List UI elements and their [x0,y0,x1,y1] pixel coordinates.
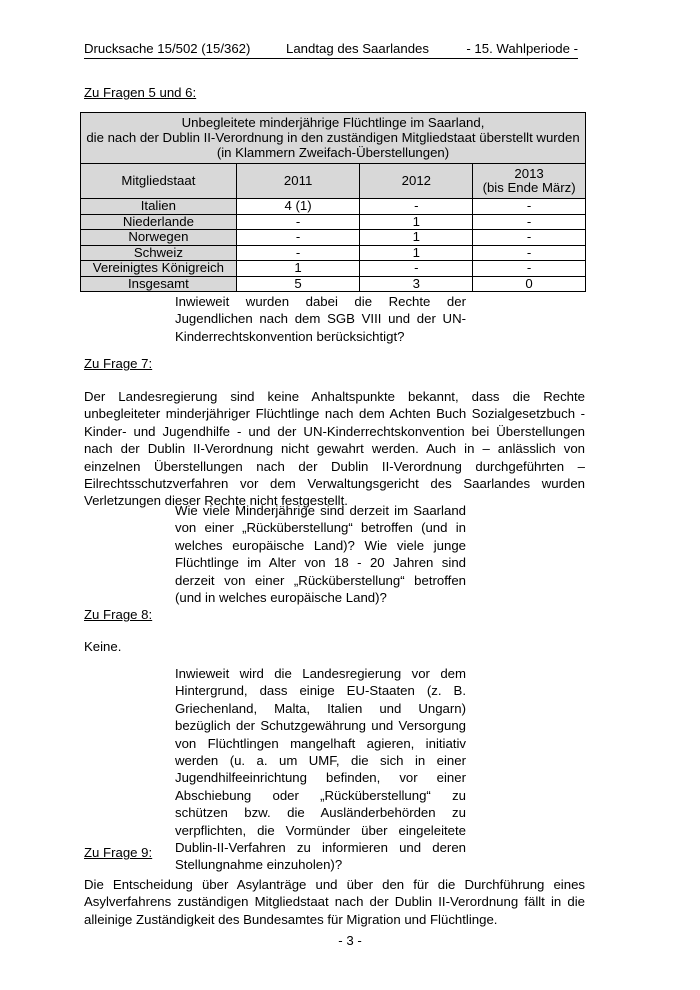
column-header-member-state: Mitgliedstaat [81,164,237,199]
cell-2013: - [473,199,586,215]
header-document-number: Drucksache 15/502 (15/362) [84,41,251,56]
table-row [81,245,586,261]
table-title-line: Unbegleitete minderjährige Flüchtlinge im Saarland, [181,115,485,130]
header-parliament: Landtag des Saarlandes [286,41,429,56]
answer-8-text: Keine. [84,639,122,654]
cell-2013: - [473,230,586,246]
cell-member-state: Norwegen [81,230,237,246]
cell-2011: - [236,230,360,246]
transfers-table [80,112,586,292]
page-number: - 3 - [338,933,362,948]
question-9-text: Inwieweit wird die Landesregierung vor dem Hintergrund, dass einige EU-Staaten (z. B. Griechenland, Malta, Italien und Ungarn) bezüglich der Schutzgewährung und Versorgung von Flüchtlingen mangelhaft agieren, initiativ werden (u. a. um UMF, die sich in einer Jugendhilfeeinrichtung befinden, vor einer Abschiebung oder „Rücküberstellung“ zu schützen bzw. die Ausländerbehörden zu verpflichten, die Vormünder über eingeleitete Dublin-II-Verfahren zu informieren und deren Stellungnahme einzuholen)? [175,666,466,873]
answer-9-text: Die Entscheidung über Asylanträge und über den für die Durchführung eines Asylverfahrens zuständigen Mitgliedstaat nach der Dublin II-Verordnung fällt in die alleinige Zuständigkeit des Bundesamtes für Migration und Flüchtlinge. [84,877,585,927]
cell-2011: - [236,214,360,230]
column-header-2013-note: (bis Ende März) [482,180,576,195]
table-row [81,230,586,246]
question-7-text: Inwieweit wurden dabei die Rechte der Jugendlichen nach dem SGB VIII und der UN-Kinderrechtskonvention berücksichtigt? [175,294,466,344]
header-legislative-period: - 15. Wahlperiode - [466,41,578,56]
cell-2012: 1 [360,230,473,246]
cell-2012: 3 [360,276,473,292]
table-title-row [81,113,586,164]
cell-2012: - [360,199,473,215]
table-header-row [81,164,586,199]
cell-member-state: Vereinigtes Königreich [81,261,237,277]
column-header-2012: 2012 [360,164,473,199]
cell-2012: - [360,261,473,277]
table-row [81,261,586,277]
heading-question-8: Zu Frage 8: [84,607,153,622]
table-title-line: die nach der Dublin II-Verordnung in den zuständigen Mitgliedstaat überstellt wurden [86,130,580,145]
cell-2013: 0 [473,276,586,292]
table-title-line: (in Klammern Zweifach-Überstellungen) [216,145,450,160]
cell-2012: 1 [360,214,473,230]
answer-7-text: Der Landesregierung sind keine Anhaltspunkte bekannt, dass die Rechte unbegleiteter minderjähriger Flüchtlinge nach dem Achten Buch Sozialgesetzbuch - Kinder- und Jugendhilfe - und der UN-Kinderrechtskonvention bei Überstellungen nach der Dublin II-Verordnung nicht gewahrt werden. Auch in – anlässlich von einzelnen Überstellungen nach der Dublin II-Verordnung durchgeführten – Eilrechtsschutzverfahren vor dem Verwaltungsgericht des Saarlandes wurden Verletzungen dieser Rechte nicht festgestellt. [84,389,585,509]
cell-2011: 4 (1) [236,199,360,215]
question-8-text: Wie viele Minderjährige sind derzeit im Saarland von einer „Rücküberstellung“ betroffen (und in welches europäische Land)? Wie viele junge Flüchtlinge im Alter von 18 - 20 Jahren sind derzeit von einer „Rücküberstellung“ betroffen (und in welches europäische Land)? [175,503,466,606]
cell-2011: 1 [236,261,360,277]
column-header-2013 [473,164,586,199]
cell-2013: - [473,214,586,230]
cell-2013: - [473,245,586,261]
cell-2012: 1 [360,245,473,261]
heading-question-9: Zu Frage 9: [84,845,153,860]
table-row [81,199,586,215]
cell-2013: - [473,261,586,277]
cell-member-state: Insgesamt [81,276,237,292]
page-header [84,40,578,59]
cell-member-state: Niederlande [81,214,237,230]
cell-member-state: Schweiz [81,245,237,261]
cell-2011: 5 [236,276,360,292]
cell-member-state: Italien [81,199,237,215]
table-title-cell [81,113,586,164]
column-header-2011: 2011 [236,164,360,199]
heading-question-7: Zu Frage 7: [84,356,153,371]
column-header-2013-year: 2013 [514,165,544,181]
cell-2011: - [236,245,360,261]
heading-questions-5-6: Zu Fragen 5 und 6: [84,85,197,100]
table-total-row [81,276,586,292]
table-row [81,214,586,230]
